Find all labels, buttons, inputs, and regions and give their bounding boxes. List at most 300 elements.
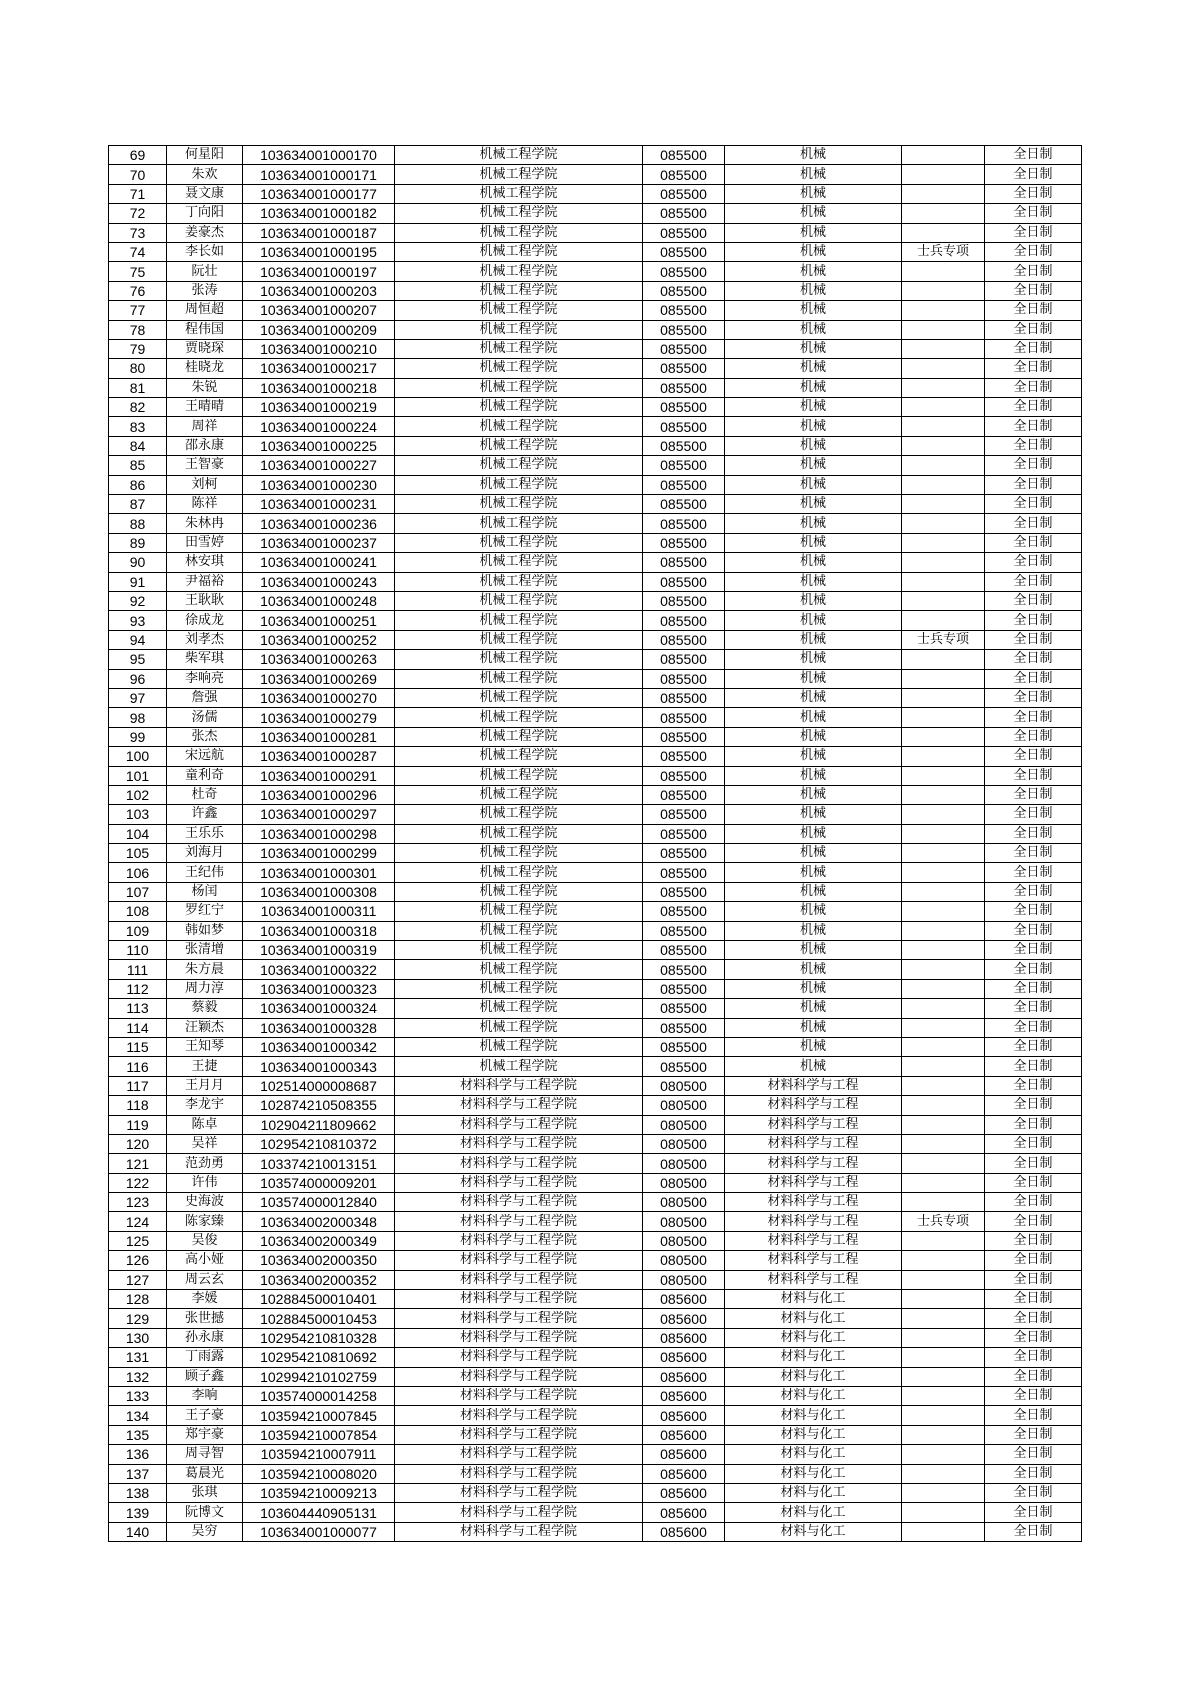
special-program-cell: [902, 1367, 985, 1386]
major-name-cell: 机械: [725, 591, 902, 610]
college-cell: 机械工程学院: [395, 514, 643, 533]
table-row: [109, 1290, 1082, 1309]
major-code-cell: 085500: [643, 184, 725, 203]
row-number-cell: 118: [109, 1096, 167, 1115]
college-cell: 机械工程学院: [395, 844, 643, 863]
major-code-cell: 080500: [643, 1231, 725, 1250]
major-code-cell: 085600: [643, 1406, 725, 1425]
special-program-cell: [902, 785, 985, 804]
major-code-cell: 080500: [643, 1173, 725, 1192]
special-program-cell: [902, 1290, 985, 1309]
special-program-cell: [902, 960, 985, 979]
college-cell: 机械工程学院: [395, 184, 643, 203]
candidate-id-cell: 103594210007911: [243, 1445, 395, 1464]
major-name-cell: 材料与化工: [725, 1406, 902, 1425]
row-number-cell: 133: [109, 1387, 167, 1406]
row-number-cell: 132: [109, 1367, 167, 1386]
student-name-cell: 邵永康: [167, 436, 243, 455]
student-name-cell: 詹强: [167, 688, 243, 707]
study-mode-cell: 全日制: [985, 1387, 1082, 1406]
major-name-cell: 机械: [725, 146, 902, 165]
candidate-id-cell: 103634001000197: [243, 262, 395, 281]
college-cell: 机械工程学院: [395, 242, 643, 261]
row-number-cell: 104: [109, 824, 167, 843]
row-number-cell: 89: [109, 533, 167, 552]
candidate-id-cell: 103634001000297: [243, 805, 395, 824]
table-row: [109, 1367, 1082, 1386]
study-mode-cell: 全日制: [985, 747, 1082, 766]
college-cell: 机械工程学院: [395, 979, 643, 998]
candidate-id-cell: 103634001000231: [243, 495, 395, 514]
study-mode-cell: 全日制: [985, 1076, 1082, 1095]
student-name-cell: 姜豪杰: [167, 223, 243, 242]
student-name-cell: 程伟国: [167, 320, 243, 339]
study-mode-cell: 全日制: [985, 398, 1082, 417]
table-row: [109, 591, 1082, 610]
row-number-cell: 92: [109, 591, 167, 610]
major-code-cell: 085500: [643, 805, 725, 824]
row-number-cell: 75: [109, 262, 167, 281]
college-cell: 机械工程学院: [395, 146, 643, 165]
row-number-cell: 129: [109, 1309, 167, 1328]
major-code-cell: 085600: [643, 1522, 725, 1541]
table-row: [109, 242, 1082, 261]
special-program-cell: [902, 436, 985, 455]
major-code-cell: 085500: [643, 436, 725, 455]
college-cell: 机械工程学院: [395, 902, 643, 921]
row-number-cell: 85: [109, 456, 167, 475]
study-mode-cell: 全日制: [985, 960, 1082, 979]
special-program-cell: [902, 805, 985, 824]
major-code-cell: 085500: [643, 378, 725, 397]
candidate-id-cell: 102884500010453: [243, 1309, 395, 1328]
special-program-cell: [902, 999, 985, 1018]
college-cell: 机械工程学院: [395, 165, 643, 184]
student-name-cell: 桂晓龙: [167, 359, 243, 378]
special-program-cell: [902, 398, 985, 417]
college-cell: 机械工程学院: [395, 475, 643, 494]
row-number-cell: 138: [109, 1483, 167, 1502]
major-name-cell: 机械: [725, 204, 902, 223]
major-code-cell: 080500: [643, 1076, 725, 1095]
major-name-cell: 材料科学与工程: [725, 1251, 902, 1270]
major-name-cell: 机械: [725, 223, 902, 242]
table-row: [109, 979, 1082, 998]
candidate-id-cell: 102954210810692: [243, 1348, 395, 1367]
table-row: [109, 223, 1082, 242]
major-name-cell: 材料与化工: [725, 1290, 902, 1309]
college-cell: 机械工程学院: [395, 999, 643, 1018]
row-number-cell: 74: [109, 242, 167, 261]
student-name-cell: 葛晨光: [167, 1464, 243, 1483]
special-program-cell: [902, 1387, 985, 1406]
row-number-cell: 134: [109, 1406, 167, 1425]
major-code-cell: 085500: [643, 146, 725, 165]
study-mode-cell: 全日制: [985, 591, 1082, 610]
college-cell: 机械工程学院: [395, 359, 643, 378]
special-program-cell: [902, 824, 985, 843]
study-mode-cell: 全日制: [985, 1096, 1082, 1115]
table-row: [109, 688, 1082, 707]
major-code-cell: 085500: [643, 1057, 725, 1076]
student-name-cell: 范劲勇: [167, 1154, 243, 1173]
row-number-cell: 83: [109, 417, 167, 436]
row-number-cell: 97: [109, 688, 167, 707]
student-name-cell: 宋远航: [167, 747, 243, 766]
candidate-id-cell: 103634001000279: [243, 708, 395, 727]
table-row: [109, 805, 1082, 824]
table-row: [109, 1503, 1082, 1522]
row-number-cell: 90: [109, 553, 167, 572]
major-name-cell: 机械: [725, 960, 902, 979]
candidate-id-cell: 103634001000203: [243, 281, 395, 300]
college-cell: 材料科学与工程学院: [395, 1483, 643, 1502]
special-program-cell: 士兵专项: [902, 242, 985, 261]
candidate-id-cell: 102954210810372: [243, 1134, 395, 1153]
study-mode-cell: 全日制: [985, 1522, 1082, 1541]
table-row: [109, 650, 1082, 669]
major-name-cell: 机械: [725, 242, 902, 261]
major-code-cell: 085500: [643, 999, 725, 1018]
major-name-cell: 机械: [725, 747, 902, 766]
row-number-cell: 76: [109, 281, 167, 300]
student-name-cell: 刘柯: [167, 475, 243, 494]
college-cell: 机械工程学院: [395, 727, 643, 746]
table-row: [109, 824, 1082, 843]
major-code-cell: 080500: [643, 1251, 725, 1270]
special-program-cell: [902, 844, 985, 863]
special-program-cell: [902, 475, 985, 494]
row-number-cell: 78: [109, 320, 167, 339]
table-row: [109, 1173, 1082, 1192]
student-name-cell: 罗红宁: [167, 902, 243, 921]
major-name-cell: 材料科学与工程: [725, 1154, 902, 1173]
table-row: [109, 1212, 1082, 1231]
major-name-cell: 机械: [725, 766, 902, 785]
major-code-cell: 085500: [643, 204, 725, 223]
row-number-cell: 128: [109, 1290, 167, 1309]
major-code-cell: 085600: [643, 1425, 725, 1444]
major-name-cell: 材料科学与工程: [725, 1076, 902, 1095]
student-name-cell: 张清增: [167, 941, 243, 960]
candidate-id-cell: 103634001000298: [243, 824, 395, 843]
college-cell: 机械工程学院: [395, 766, 643, 785]
college-cell: 机械工程学院: [395, 436, 643, 455]
special-program-cell: [902, 1057, 985, 1076]
major-code-cell: 085500: [643, 262, 725, 281]
student-name-cell: 李响: [167, 1387, 243, 1406]
candidate-id-cell: 103634001000296: [243, 785, 395, 804]
college-cell: 机械工程学院: [395, 456, 643, 475]
table-row: [109, 1464, 1082, 1483]
table-row: [109, 902, 1082, 921]
college-cell: 材料科学与工程学院: [395, 1154, 643, 1173]
candidate-id-cell: 103634001000218: [243, 378, 395, 397]
row-number-cell: 79: [109, 339, 167, 358]
college-cell: 机械工程学院: [395, 339, 643, 358]
candidate-id-cell: 103634001000177: [243, 184, 395, 203]
major-code-cell: 085500: [643, 785, 725, 804]
row-number-cell: 125: [109, 1231, 167, 1250]
major-name-cell: 材料与化工: [725, 1367, 902, 1386]
special-program-cell: [902, 882, 985, 901]
major-code-cell: 085500: [643, 902, 725, 921]
row-number-cell: 98: [109, 708, 167, 727]
row-number-cell: 93: [109, 611, 167, 630]
table-row: [109, 630, 1082, 649]
student-name-cell: 陈祥: [167, 495, 243, 514]
college-cell: 机械工程学院: [395, 281, 643, 300]
row-number-cell: 109: [109, 921, 167, 940]
candidate-id-cell: 103574000012840: [243, 1193, 395, 1212]
student-name-cell: 童利奇: [167, 766, 243, 785]
study-mode-cell: 全日制: [985, 1057, 1082, 1076]
student-name-cell: 许鑫: [167, 805, 243, 824]
major-code-cell: 085500: [643, 882, 725, 901]
candidate-id-cell: 103594210007845: [243, 1406, 395, 1425]
college-cell: 机械工程学院: [395, 591, 643, 610]
candidate-id-cell: 103374210013151: [243, 1154, 395, 1173]
table-row: [109, 165, 1082, 184]
major-name-cell: 机械: [725, 650, 902, 669]
major-code-cell: 085500: [643, 688, 725, 707]
row-number-cell: 86: [109, 475, 167, 494]
college-cell: 机械工程学院: [395, 572, 643, 591]
special-program-cell: [902, 979, 985, 998]
study-mode-cell: 全日制: [985, 1445, 1082, 1464]
student-name-cell: 朱林冉: [167, 514, 243, 533]
candidate-id-cell: 103634001000236: [243, 514, 395, 533]
candidate-id-cell: 103574000009201: [243, 1173, 395, 1192]
table-row: [109, 1387, 1082, 1406]
candidate-id-cell: 103634001000251: [243, 611, 395, 630]
table-row: [109, 514, 1082, 533]
college-cell: 机械工程学院: [395, 417, 643, 436]
candidate-id-cell: 103634002000349: [243, 1231, 395, 1250]
college-cell: 机械工程学院: [395, 747, 643, 766]
special-program-cell: [902, 184, 985, 203]
row-number-cell: 137: [109, 1464, 167, 1483]
student-name-cell: 尹福裕: [167, 572, 243, 591]
college-cell: 机械工程学院: [395, 650, 643, 669]
study-mode-cell: 全日制: [985, 785, 1082, 804]
admission-roster-table: [108, 145, 1082, 1542]
major-code-cell: 085500: [643, 1018, 725, 1037]
college-cell: 机械工程学院: [395, 688, 643, 707]
college-cell: 机械工程学院: [395, 301, 643, 320]
major-code-cell: 085500: [643, 630, 725, 649]
major-code-cell: 085500: [643, 514, 725, 533]
row-number-cell: 139: [109, 1503, 167, 1522]
major-code-cell: 085500: [643, 301, 725, 320]
special-program-cell: [902, 611, 985, 630]
student-name-cell: 吴俊: [167, 1231, 243, 1250]
row-number-cell: 99: [109, 727, 167, 746]
table-row: [109, 727, 1082, 746]
major-name-cell: 机械: [725, 727, 902, 746]
candidate-id-cell: 102994210102759: [243, 1367, 395, 1386]
special-program-cell: [902, 417, 985, 436]
student-name-cell: 朱方晨: [167, 960, 243, 979]
candidate-id-cell: 103634001000248: [243, 591, 395, 610]
candidate-id-cell: 103634001000252: [243, 630, 395, 649]
college-cell: 机械工程学院: [395, 785, 643, 804]
student-name-cell: 陈家臻: [167, 1212, 243, 1231]
college-cell: 机械工程学院: [395, 941, 643, 960]
major-name-cell: 材料与化工: [725, 1425, 902, 1444]
table-row: [109, 320, 1082, 339]
candidate-id-cell: 102884500010401: [243, 1290, 395, 1309]
student-name-cell: 王纪伟: [167, 863, 243, 882]
study-mode-cell: 全日制: [985, 320, 1082, 339]
college-cell: 材料科学与工程学院: [395, 1328, 643, 1347]
study-mode-cell: 全日制: [985, 572, 1082, 591]
college-cell: 机械工程学院: [395, 630, 643, 649]
major-name-cell: 机械: [725, 572, 902, 591]
candidate-id-cell: 103634001000210: [243, 339, 395, 358]
row-number-cell: 121: [109, 1154, 167, 1173]
major-name-cell: 材料与化工: [725, 1328, 902, 1347]
table-row: [109, 1134, 1082, 1153]
study-mode-cell: 全日制: [985, 1115, 1082, 1134]
major-code-cell: 085500: [643, 398, 725, 417]
major-name-cell: 机械: [725, 863, 902, 882]
row-number-cell: 136: [109, 1445, 167, 1464]
student-name-cell: 李响亮: [167, 669, 243, 688]
college-cell: 机械工程学院: [395, 378, 643, 397]
study-mode-cell: 全日制: [985, 417, 1082, 436]
row-number-cell: 112: [109, 979, 167, 998]
candidate-id-cell: 103634001000301: [243, 863, 395, 882]
major-name-cell: 材料与化工: [725, 1464, 902, 1483]
major-code-cell: 085500: [643, 824, 725, 843]
row-number-cell: 111: [109, 960, 167, 979]
special-program-cell: [902, 572, 985, 591]
special-program-cell: [902, 1154, 985, 1173]
candidate-id-cell: 103634002000352: [243, 1270, 395, 1289]
special-program-cell: [902, 262, 985, 281]
special-program-cell: [902, 1328, 985, 1347]
table-row: [109, 1445, 1082, 1464]
special-program-cell: [902, 204, 985, 223]
college-cell: 材料科学与工程学院: [395, 1445, 643, 1464]
table-row: [109, 378, 1082, 397]
major-name-cell: 机械: [725, 785, 902, 804]
candidate-id-cell: 103634001000343: [243, 1057, 395, 1076]
study-mode-cell: 全日制: [985, 1037, 1082, 1056]
student-name-cell: 李龙宇: [167, 1096, 243, 1115]
study-mode-cell: 全日制: [985, 824, 1082, 843]
study-mode-cell: 全日制: [985, 378, 1082, 397]
special-program-cell: [902, 281, 985, 300]
student-name-cell: 聂文康: [167, 184, 243, 203]
row-number-cell: 105: [109, 844, 167, 863]
special-program-cell: [902, 1115, 985, 1134]
special-program-cell: [902, 1406, 985, 1425]
candidate-id-cell: 103634001000311: [243, 902, 395, 921]
major-name-cell: 机械: [725, 921, 902, 940]
student-name-cell: 阮博文: [167, 1503, 243, 1522]
college-cell: 机械工程学院: [395, 1037, 643, 1056]
student-name-cell: 陈卓: [167, 1115, 243, 1134]
row-number-cell: 84: [109, 436, 167, 455]
candidate-id-cell: 103634001000182: [243, 204, 395, 223]
study-mode-cell: 全日制: [985, 553, 1082, 572]
study-mode-cell: 全日制: [985, 495, 1082, 514]
major-name-cell: 机械: [725, 805, 902, 824]
special-program-cell: [902, 378, 985, 397]
major-code-cell: 085600: [643, 1328, 725, 1347]
student-name-cell: 王耿耿: [167, 591, 243, 610]
student-name-cell: 周祥: [167, 417, 243, 436]
college-cell: 机械工程学院: [395, 320, 643, 339]
major-code-cell: 085600: [643, 1445, 725, 1464]
student-name-cell: 杜奇: [167, 785, 243, 804]
row-number-cell: 124: [109, 1212, 167, 1231]
candidate-id-cell: 103634001000170: [243, 146, 395, 165]
student-name-cell: 周力淳: [167, 979, 243, 998]
major-code-cell: 085500: [643, 611, 725, 630]
candidate-id-cell: 103594210007854: [243, 1425, 395, 1444]
major-name-cell: 机械: [725, 301, 902, 320]
college-cell: 材料科学与工程学院: [395, 1115, 643, 1134]
study-mode-cell: 全日制: [985, 1425, 1082, 1444]
candidate-id-cell: 103634001000219: [243, 398, 395, 417]
table-row: [109, 1018, 1082, 1037]
special-program-cell: [902, 320, 985, 339]
candidate-id-cell: 103594210009213: [243, 1483, 395, 1502]
study-mode-cell: 全日制: [985, 921, 1082, 940]
study-mode-cell: 全日制: [985, 262, 1082, 281]
college-cell: 机械工程学院: [395, 960, 643, 979]
table-row: [109, 417, 1082, 436]
major-code-cell: 085500: [643, 242, 725, 261]
major-name-cell: 机械: [725, 999, 902, 1018]
row-number-cell: 102: [109, 785, 167, 804]
study-mode-cell: 全日制: [985, 1464, 1082, 1483]
table-row: [109, 844, 1082, 863]
special-program-cell: [902, 301, 985, 320]
student-name-cell: 王乐乐: [167, 824, 243, 843]
table-row: [109, 708, 1082, 727]
major-code-cell: 085500: [643, 863, 725, 882]
college-cell: 材料科学与工程学院: [395, 1503, 643, 1522]
major-code-cell: 085500: [643, 708, 725, 727]
candidate-id-cell: 103634002000350: [243, 1251, 395, 1270]
major-code-cell: 085500: [643, 1037, 725, 1056]
study-mode-cell: 全日制: [985, 1309, 1082, 1328]
student-name-cell: 高小娅: [167, 1251, 243, 1270]
candidate-id-cell: 102954210810328: [243, 1328, 395, 1347]
table-row: [109, 960, 1082, 979]
study-mode-cell: 全日制: [985, 1290, 1082, 1309]
study-mode-cell: 全日制: [985, 1193, 1082, 1212]
candidate-id-cell: 103604440905131: [243, 1503, 395, 1522]
college-cell: 材料科学与工程学院: [395, 1406, 643, 1425]
study-mode-cell: 全日制: [985, 204, 1082, 223]
major-code-cell: 085500: [643, 281, 725, 300]
table-row: [109, 1037, 1082, 1056]
special-program-cell: [902, 863, 985, 882]
row-number-cell: 101: [109, 766, 167, 785]
college-cell: 材料科学与工程学院: [395, 1522, 643, 1541]
row-number-cell: 126: [109, 1251, 167, 1270]
candidate-id-cell: 103634001000209: [243, 320, 395, 339]
study-mode-cell: 全日制: [985, 727, 1082, 746]
special-program-cell: [902, 495, 985, 514]
row-number-cell: 119: [109, 1115, 167, 1134]
major-name-cell: 机械: [725, 844, 902, 863]
